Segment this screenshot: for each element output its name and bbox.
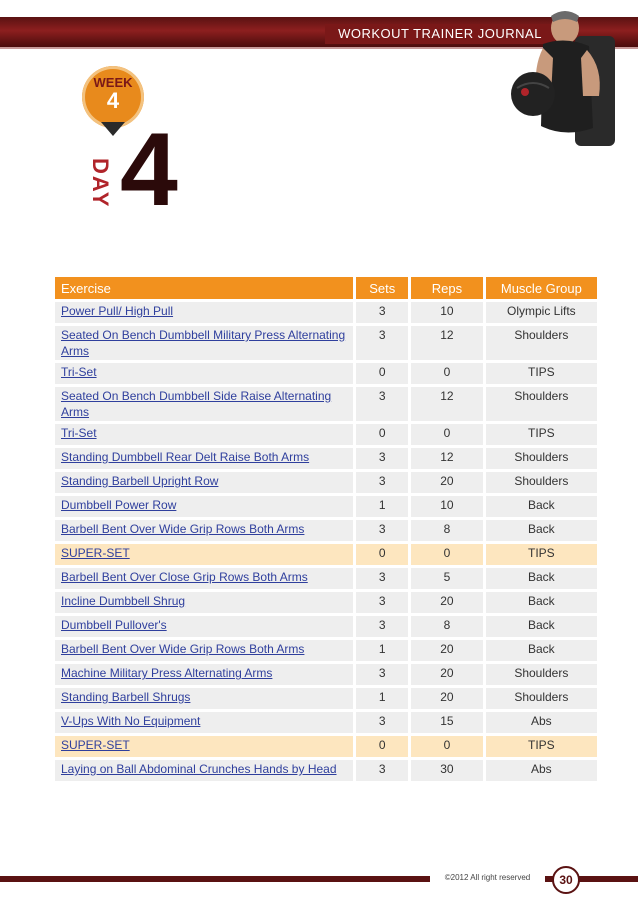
exercise-cell [55,302,353,323]
table-row [55,712,597,733]
table-row [55,664,597,685]
exercise-link[interactable]: Barbell Bent Over Wide Grip Rows Both Arms [61,642,305,656]
muscle-group-cell: Back [483,520,597,541]
table-row [55,568,597,589]
muscle-group-cell: Olympic Lifts [483,302,597,323]
muscle-group-cell: TIPS [483,424,597,445]
reps-cell: 10 [408,302,483,323]
muscle-group-cell: Shoulders [483,387,597,421]
muscle-group-cell: Abs [483,712,597,733]
reps-cell: 20 [408,640,483,661]
reps-cell: 5 [408,568,483,589]
sets-cell: 3 [353,592,408,613]
exercise-link[interactable]: Tri-Set [61,365,97,379]
exercise-cell [55,640,353,661]
reps-cell: 8 [408,520,483,541]
sets-cell: 0 [353,544,408,565]
exercise-link[interactable]: Machine Military Press Alternating Arms [61,666,273,680]
exercise-link[interactable]: Power Pull/ High Pull [61,304,174,318]
exercise-link[interactable]: Standing Barbell Upright Row [61,474,219,488]
journal-title: WORKOUT TRAINER JOURNAL [325,24,555,44]
exercise-cell [55,424,353,445]
reps-cell: 20 [408,592,483,613]
week-label: WEEK [93,75,133,90]
muscle-group-cell: Shoulders [483,448,597,469]
sets-cell: 1 [353,496,408,517]
header-reps: Reps [408,277,483,299]
table-row [55,302,597,323]
reps-cell: 20 [408,664,483,685]
exercise-cell [55,712,353,733]
table-row [55,448,597,469]
day-number: 4 [120,112,178,228]
exercise-cell [55,736,353,757]
week-number: 4 [106,88,120,113]
reps-cell: 12 [408,326,483,360]
reps-cell: 10 [408,496,483,517]
table-row [55,688,597,709]
exercise-table [55,274,597,784]
table-row [55,544,597,565]
day-label: DAY [88,158,113,209]
exercise-cell [55,664,353,685]
exercise-link[interactable]: Tri-Set [61,426,97,440]
exercise-cell [55,760,353,781]
exercise-link[interactable]: Laying on Ball Abdominal Crunches Hands by Head [61,762,337,776]
table-row [55,616,597,637]
muscle-group-cell: Back [483,592,597,613]
reps-cell: 0 [408,544,483,565]
exercise-cell [55,592,353,613]
reps-cell: 0 [408,736,483,757]
table-row [55,760,597,781]
exercise-cell [55,544,353,565]
reps-cell: 15 [408,712,483,733]
table-row [55,472,597,493]
exercise-cell [55,568,353,589]
sets-cell: 0 [353,736,408,757]
exercise-cell [55,363,353,384]
table-row [55,520,597,541]
header-muscle-group: Muscle Group [483,277,597,299]
reps-cell: 8 [408,616,483,637]
sets-cell: 1 [353,640,408,661]
exercise-cell [55,688,353,709]
table-row [55,640,597,661]
exercise-link[interactable]: Dumbbell Power Row [61,498,177,512]
reps-cell: 12 [408,448,483,469]
muscle-group-cell: TIPS [483,363,597,384]
reps-cell: 20 [408,688,483,709]
exercise-cell [55,496,353,517]
table-header-row [55,277,597,299]
exercise-link[interactable]: Seated On Bench Dumbbell Side Raise Alternating Arms [61,389,332,419]
muscle-group-cell: TIPS [483,736,597,757]
exercise-cell [55,616,353,637]
exercise-link[interactable]: Barbell Bent Over Wide Grip Rows Both Arms [61,522,305,536]
muscle-group-cell: Back [483,616,597,637]
table-row [55,496,597,517]
exercise-link[interactable]: Dumbbell Pullover's [61,618,167,632]
reps-cell: 20 [408,472,483,493]
exercise-link[interactable]: Incline Dumbbell Shrug [61,594,186,608]
exercise-cell [55,448,353,469]
table-row [55,363,597,384]
page-number: 30 [552,866,580,894]
sets-cell: 0 [353,363,408,384]
reps-cell: 12 [408,387,483,421]
sets-cell: 3 [353,387,408,421]
exercise-link[interactable]: Standing Dumbbell Rear Delt Raise Both Arms [61,450,310,464]
exercise-link[interactable]: V-Ups With No Equipment [61,714,201,728]
sets-cell: 3 [353,472,408,493]
exercise-cell [55,520,353,541]
sets-cell: 3 [353,664,408,685]
sets-cell: 3 [353,712,408,733]
muscle-group-cell: Back [483,496,597,517]
table-row [55,592,597,613]
reps-cell: 30 [408,760,483,781]
muscle-group-cell: Abs [483,760,597,781]
sets-cell: 3 [353,302,408,323]
muscle-group-cell: Shoulders [483,688,597,709]
sets-cell: 3 [353,520,408,541]
sets-cell: 0 [353,424,408,445]
sets-cell: 3 [353,326,408,360]
exercise-link[interactable]: Seated On Bench Dumbbell Military Press Alternating Arms [61,328,346,358]
exercise-link[interactable]: Barbell Bent Over Close Grip Rows Both Arms [61,570,308,584]
sets-cell: 3 [353,616,408,637]
header-sets: Sets [353,277,408,299]
muscle-group-cell: TIPS [483,544,597,565]
exercise-cell [55,387,353,421]
exercise-cell [55,472,353,493]
exercise-cell [55,326,353,360]
reps-cell: 0 [408,363,483,384]
exercise-link[interactable]: Standing Barbell Shrugs [61,690,191,704]
muscle-group-cell: Shoulders [483,472,597,493]
table-row [55,326,597,360]
copyright-text: ©2012 All right reserved [430,870,545,886]
exercise-link[interactable]: SUPER-SET [61,738,130,752]
muscle-group-cell: Shoulders [483,664,597,685]
sets-cell: 3 [353,568,408,589]
sets-cell: 3 [353,760,408,781]
header-exercise: Exercise [55,277,353,299]
table-row [55,736,597,757]
table-row [55,387,597,421]
muscle-group-cell: Back [483,568,597,589]
athlete-with-medicine-ball-image [503,8,621,158]
sets-cell: 3 [353,448,408,469]
table-row [55,424,597,445]
reps-cell: 0 [408,424,483,445]
sets-cell: 1 [353,688,408,709]
muscle-group-cell: Shoulders [483,326,597,360]
exercise-link[interactable]: SUPER-SET [61,546,130,560]
muscle-group-cell: Back [483,640,597,661]
